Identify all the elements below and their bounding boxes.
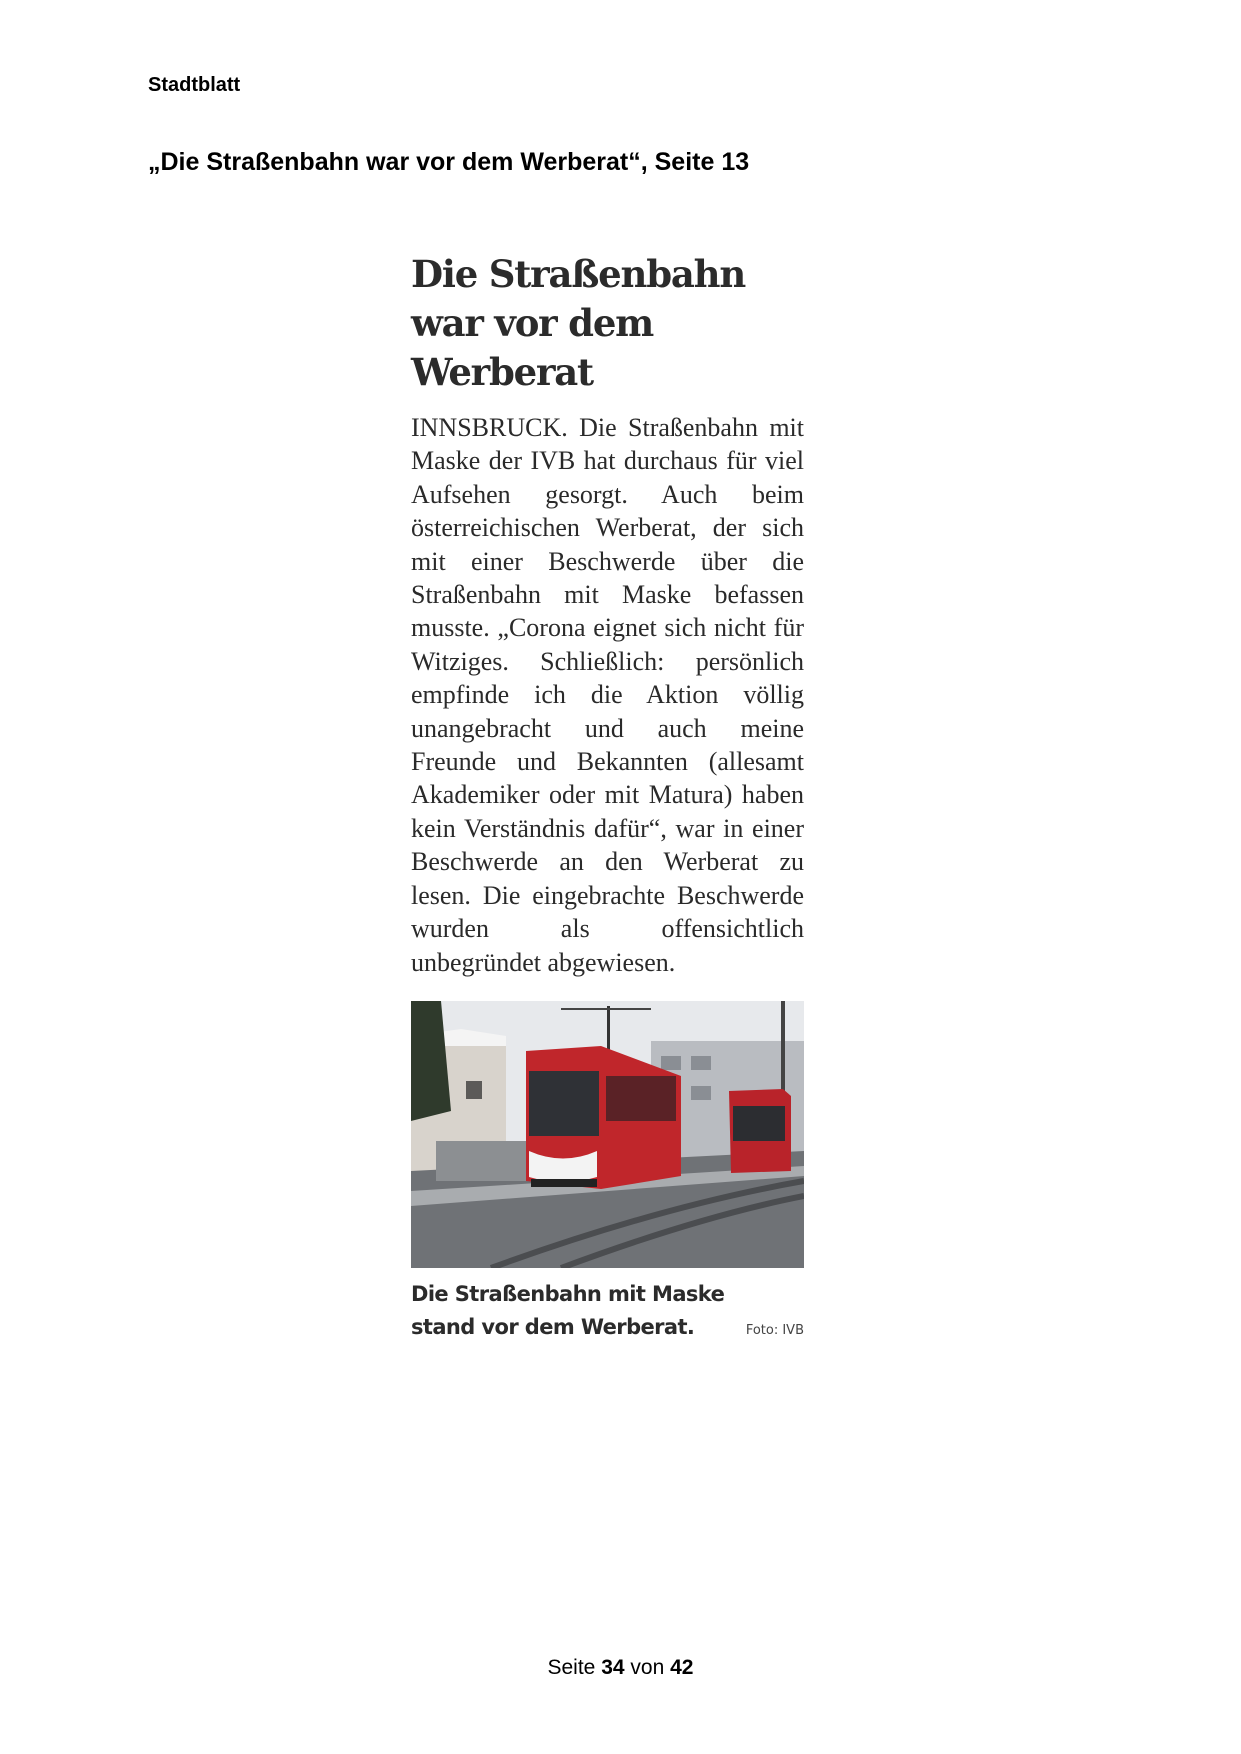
footer-separator: von [630,1656,665,1679]
footer-prefix: Seite [547,1656,596,1679]
document-title: „Die Straßenbahn war vor dem Werberat“, Seite 13 [148,148,750,176]
footer-page-number: 34 [601,1656,625,1679]
footer-page-total: 42 [670,1656,694,1679]
photo-credit: Foto: IVB [745,1322,804,1338]
article-body: INNSBRUCK. Die Straßenbahn mit Maske der IVB hat durchaus für viel Aufsehen gesorgt. Auch beim österreichischen Werberat, der sich mit einer Beschwerde über die Straßenbahn mit Maske befassen musste. „Corona eignet sich nicht für Witziges. Schließlich: persönlich empfinde ich die Aktion völlig unangebracht und auch meine Freunde und Bekannten (allesamt Akademiker oder mit Matura) haben kein Verständnis dafür“, war in einer Beschwerde an den Werberat zu lesen. Die eingebrachte Beschwerde wurden als offensichtlich unbegründet abgewiesen. [411,413,804,977]
photo-caption: Die Straßenbahn mit Maske stand vor dem Werberat. [411,1281,725,1339]
page-footer [0,1656,1241,1680]
newspaper-source: Stadtblatt [148,74,241,96]
caption-row [411,1278,804,1344]
newspaper-clipping [411,250,804,1344]
tram-photo [411,1001,804,1268]
article-headline: Die Straßenbahn war vor dem Werberat [411,252,746,394]
